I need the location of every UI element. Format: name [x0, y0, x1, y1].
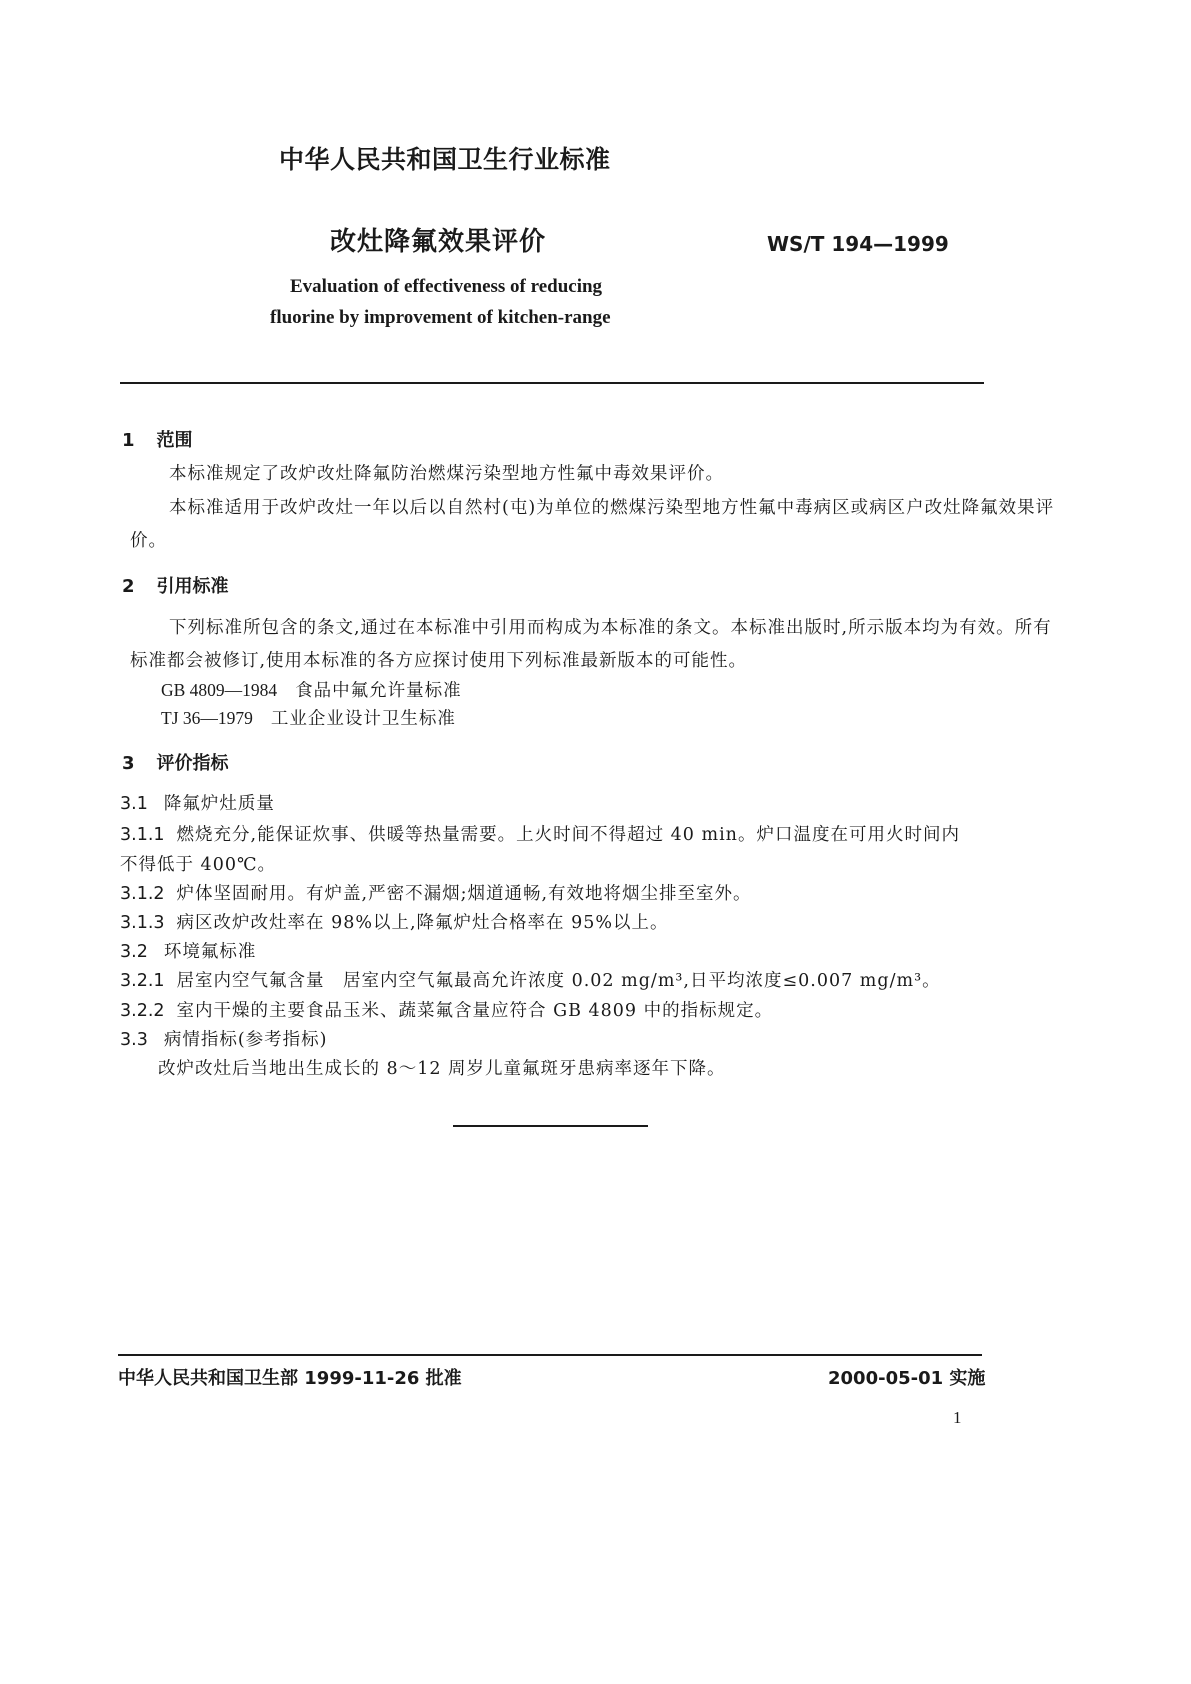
section-1-paragraph-2: 本标准适用于改炉改灶一年以后以自然村(屯)为单位的燃煤污染型地方性氟中毒病区或病区户改灶降氟效果评价。 [130, 498, 1055, 551]
clause-3-2-2 [120, 997, 773, 1022]
clause-number: 3.1 [120, 794, 148, 814]
clause-text: 环境氟标准 [163, 942, 257, 962]
clause-number: 3.1.1 [120, 825, 165, 845]
reference-item [161, 705, 456, 730]
section-3-number: 3 [122, 753, 135, 774]
clause-3-1-2 [120, 880, 752, 905]
clause-text: 降氟炉灶质量 [163, 794, 275, 814]
clause-number: 3.1.3 [120, 913, 165, 933]
clause-3-1-1-continuation: 不得低于 400℃。 [120, 855, 277, 875]
reference-code: GB 4809—1984 [161, 680, 278, 700]
clause-number: 3.2.1 [120, 971, 165, 991]
clause-text: 病情指标(参考指标) [163, 1030, 328, 1050]
footer-divider [118, 1354, 982, 1356]
clause-text: 居室内空气氟含量 居室内空气氟最高允许浓度 0.02 mg/m³,日平均浓度≤0.007 mg/m³。 [176, 971, 941, 991]
section-2-paragraph-1: 下列标准所包含的条文,通过在本标准中引用而构成为本标准的条文。本标准出版时,所示版本均为有效。所有标准都会被修订,使用本标准的各方应探讨使用下列标准最新版本的可能性。 [130, 618, 1052, 671]
clause-number: 3.2 [120, 942, 148, 962]
clause-text: 燃烧充分,能保证炊事、供暖等热量需要。上火时间不得超过 40 min。炉口温度在可用火时间内 [176, 825, 960, 845]
clause-text: 病区改炉改灶率在 98%以上,降氟炉灶合格率在 95%以上。 [176, 913, 669, 933]
section-1-paragraph-1: 本标准规定了改炉改灶降氟防治燃煤污染型地方性氟中毒效果评价。 [169, 464, 724, 484]
header-divider [120, 382, 984, 384]
reference-item [161, 677, 462, 702]
section-2-title: 引用标准 [156, 576, 229, 597]
clause-3-3 [120, 1026, 328, 1051]
clause-3-3-paragraph: 改炉改灶后当地出生成长的 8～12 周岁儿童氟斑牙患病率逐年下降。 [158, 1059, 726, 1079]
clause-text: 室内干燥的主要食品玉米、蔬菜氟含量应符合 GB 4809 中的指标规定。 [176, 1001, 774, 1021]
standard-title-en-line1: Evaluation of effectiveness of reducing [290, 276, 603, 297]
section-2-number: 2 [122, 576, 135, 597]
clause-3-2 [120, 938, 256, 963]
section-3-heading [122, 749, 229, 775]
clause-number: 3.3 [120, 1030, 148, 1050]
clause-3-1 [120, 790, 275, 815]
clause-3-2-1 [120, 967, 941, 992]
clause-3-1-3 [120, 909, 669, 934]
issuer-title: 中华人民共和国卫生行业标准 [279, 145, 611, 174]
section-3-title: 评价指标 [156, 753, 229, 774]
clause-3-1-1 [120, 821, 960, 846]
clause-number: 3.2.2 [120, 1001, 165, 1021]
reference-name: 工业企业设计卫生标准 [270, 709, 456, 729]
end-of-text-rule [453, 1125, 648, 1127]
reference-code: TJ 36—1979 [161, 708, 253, 728]
clause-number: 3.1.2 [120, 884, 165, 904]
section-1-number: 1 [122, 430, 135, 451]
section-1-title: 范围 [156, 430, 193, 451]
standard-title-cn: 改灶降氟效果评价 [330, 227, 547, 257]
clause-text: 炉体坚固耐用。有炉盖,严密不漏烟;烟道通畅,有效地将烟尘排至室外。 [176, 884, 752, 904]
section-1-heading [122, 426, 193, 452]
approval-note: 中华人民共和国卫生部 1999-11-26 批准 [118, 1368, 462, 1389]
standard-title-en-line2: fluorine by improvement of kitchen-range [270, 307, 611, 328]
reference-name: 食品中氟允许量标准 [295, 681, 462, 701]
standard-code: WS/T 194—1999 [767, 232, 949, 256]
page-number: 1 [953, 1408, 962, 1427]
section-2-heading [122, 572, 229, 598]
effective-date: 2000-05-01 实施 [828, 1368, 986, 1389]
